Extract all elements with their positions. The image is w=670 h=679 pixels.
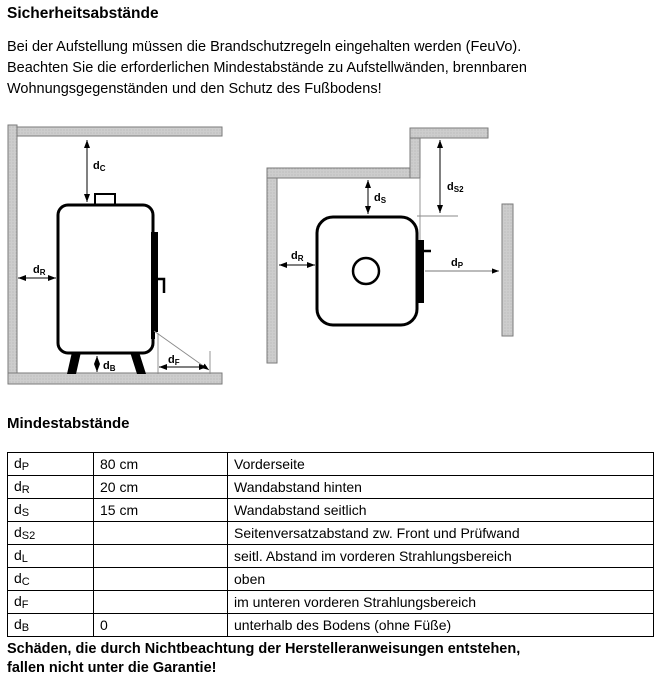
value-cell: 20 cm [94,476,228,499]
safety-distance-diagram [0,115,670,395]
warning-line-2: fallen nicht unter die Garantie! [7,660,217,676]
wall-rear-top [267,178,277,363]
ceiling [17,127,222,136]
dimension-label-dr-side: dR [33,264,46,277]
value-cell: 0 [94,614,228,637]
table-title: Mindestabstände [7,415,130,432]
symbol-cell: dP [8,453,94,476]
value-cell [94,522,228,545]
door-handle-side [158,279,164,293]
stove-door-side [151,232,158,332]
dimension-label-df: dF [168,354,180,367]
dimension-label-ds2: dS2 [447,181,464,194]
description-cell: Seitenversatzabstand zw. Front und Prüfwand [228,522,654,545]
table-row [8,522,654,545]
symbol-cell: dS [8,499,94,522]
flue-outlet-circle [353,258,379,284]
stove-body-side [58,205,153,353]
value-cell [94,568,228,591]
symbol-cell: dB [8,614,94,637]
stove-door-lip [151,332,155,339]
description-cell: Wandabstand seitlich [228,499,654,522]
value-cell: 80 cm [94,453,228,476]
intro-line-1: Bei der Aufstellung müssen die Brandschutzregeln eingehalten werden (FeuVo). [7,39,522,55]
top-view-diagram [267,128,513,363]
table-row [8,614,654,637]
table-row [8,568,654,591]
intro-paragraph [7,37,527,100]
value-cell [94,545,228,568]
dimension-label-dp: dP [451,257,464,270]
floor [8,373,222,384]
symbol-cell: dS2 [8,522,94,545]
description-cell: oben [228,568,654,591]
description-cell: im unteren vorderen Strahlungsbereich [228,591,654,614]
table-row [8,476,654,499]
distances-table [7,452,654,637]
value-cell [94,591,228,614]
warranty-warning [7,640,520,678]
dimension-label-dr-top: dR [291,250,304,263]
wall-rear [8,125,17,373]
side-view-diagram [8,125,222,384]
table-row [8,499,654,522]
stove-flue-collar [95,194,115,205]
table-row [8,545,654,568]
symbol-cell: dR [8,476,94,499]
wall-offset-connector [410,138,420,178]
table-row [8,591,654,614]
dimension-label-ds: dS [374,192,387,205]
warning-line-1: Schäden, die durch Nichtbeachtung der Herstelleranweisungen entstehen, [7,641,521,657]
test-wall-front [502,204,513,336]
wall-side-top [267,168,410,178]
description-cell: unterhalb des Bodens (ohne Füße) [228,614,654,637]
symbol-cell: dF [8,591,94,614]
description-cell: Wandabstand hinten [228,476,654,499]
stove-door-top [417,240,424,303]
page-title: Sicherheitsabstände [7,5,159,22]
value-cell: 15 cm [94,499,228,522]
symbol-cell: dL [8,545,94,568]
df-diagonal-line [154,331,209,370]
intro-line-2: Beachten Sie die erforderlichen Mindestabstände zu Aufstellwänden, brennbaren [7,60,527,76]
stove-leg-left [67,352,81,374]
symbol-cell: dC [8,568,94,591]
dimension-label-dc: dC [93,160,106,173]
description-cell: seitl. Abstand im vorderen Strahlungsbereich [228,545,654,568]
intro-line-3: Wohnungsgegenständen und den Schutz des Fußbodens! [7,81,382,97]
description-cell: Vorderseite [228,453,654,476]
table-row [8,453,654,476]
wall-offset-top [410,128,488,138]
dimension-label-db: dB [103,360,116,373]
stove-leg-right [130,352,146,374]
